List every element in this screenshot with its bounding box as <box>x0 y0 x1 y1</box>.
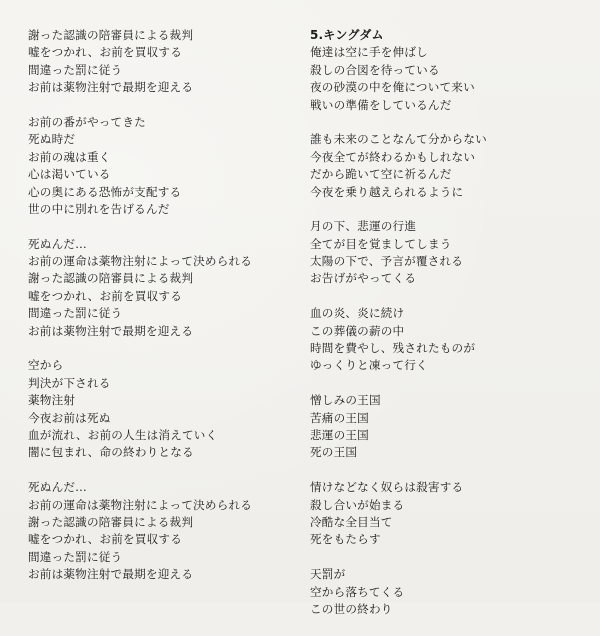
lyric-line: だから跪いて空に祈るんだ <box>310 167 452 182</box>
lyric-stanza <box>310 479 487 549</box>
lyric-stanza <box>310 305 487 375</box>
lyric-line: お前は薬物注射で最期を迎える <box>28 80 194 95</box>
lyric-line: 薬物注射 <box>28 393 76 408</box>
lyric-line: 夜の砂漠の中を俺について来い <box>310 80 475 95</box>
lyric-line: 間違った罰に従う <box>28 306 123 321</box>
lyric-line: 天罰が <box>310 567 346 582</box>
lyric-line: 嘘をつかれ、お前を買収する <box>28 45 183 60</box>
lyric-line: 判決が下される <box>28 375 111 390</box>
lyric-line: 俺達は空に手を伸ばし <box>310 45 428 60</box>
lyric-line: 血が流れ、お前の人生は消えていく <box>28 427 218 442</box>
lyric-line: 憎しみの王国 <box>310 393 381 408</box>
lyric-line: 間違った罰に従う <box>28 549 123 564</box>
lyric-stanza <box>310 392 487 462</box>
lyric-line: 誰も未来のことなんて分からない <box>310 132 487 147</box>
lyric-line: 闇に包まれ、命の終わりとなる <box>28 445 194 460</box>
lyric-line: 死ぬんだ… <box>28 480 87 495</box>
lyric-line: お前の運命は薬物注射によって決められる <box>28 254 253 269</box>
lyric-line: 苦痛の王国 <box>310 410 369 425</box>
right-lyrics-column <box>310 27 487 636</box>
lyric-line: 謝った認識の陪審員による裁判 <box>28 28 194 42</box>
lyric-line: 死ぬ時だ <box>28 132 76 147</box>
lyric-stanza <box>28 114 252 218</box>
lyric-line: 情けなどなく奴らは殺害する <box>310 480 464 495</box>
lyric-line: 心は渇いている <box>28 167 111 182</box>
lyric-line: お前の番がやってきた <box>28 114 146 129</box>
lyric-stanza <box>310 218 487 288</box>
lyric-line: 月の下、悲運の行進 <box>310 219 417 234</box>
lyric-line: 世の中に別れを告げるんだ <box>28 201 170 216</box>
lyric-line: 血の炎、炎に続け <box>310 306 405 321</box>
lyric-line: お前の運命は薬物注射によって決められる <box>28 497 253 512</box>
lyric-stanza <box>28 27 252 97</box>
lyric-line: 今夜全てが終わるかもしれない <box>310 149 476 164</box>
left-lyrics-column <box>28 27 252 601</box>
lyric-line: お前の魂は重く <box>28 149 111 164</box>
lyric-line: この世の終わり <box>310 601 393 616</box>
lyric-stanza <box>310 131 487 201</box>
lyric-line: お前は薬物注射で最期を迎える <box>28 323 194 338</box>
lyric-line: 死ぬんだ… <box>28 236 87 251</box>
lyric-stanza <box>28 357 252 461</box>
song-title: 5.キングダム <box>310 28 384 42</box>
lyric-line: 殺し合いが始まる <box>310 497 405 512</box>
lyric-line: 嘘をつかれ、お前を買収する <box>28 288 183 303</box>
lyric-line: 冷酷な全目当て <box>310 514 393 529</box>
lyric-line: 嘘をつかれ、お前を買収する <box>28 532 183 547</box>
lyric-line: 心の奥にある恐怖が支配する <box>28 184 182 199</box>
lyric-line: 死をもたらす <box>310 532 381 547</box>
lyric-line: 悲運の王国 <box>310 427 369 442</box>
lyric-line: この葬儀の薪の中 <box>310 323 405 338</box>
lyric-line: 死の王国 <box>310 445 358 460</box>
lyric-line: 太陽の下で、予言が覆される <box>310 254 464 269</box>
lyric-stanza <box>310 566 487 618</box>
lyric-line: 謝った認識の陪審員による裁判 <box>28 514 194 529</box>
lyric-line: 空から <box>28 358 64 373</box>
lyric-line: お告げがやってくる <box>310 271 417 286</box>
lyric-line: 今夜を乗り越えられるように <box>310 184 464 199</box>
lyric-stanza <box>28 479 252 583</box>
lyric-line: 空から落ちてくる <box>310 584 405 599</box>
lyric-line: 戦いの準備をしているんだ <box>310 97 452 112</box>
lyric-line: 今夜お前は死ぬ <box>28 410 111 425</box>
lyric-line: 謝った認識の陪審員による裁判 <box>28 271 194 286</box>
lyric-line: 時間を費やし、残されたものが <box>310 341 476 356</box>
lyric-line: 全てが目を覚ましてしまう <box>310 236 452 251</box>
right-stanzas <box>310 44 487 618</box>
lyric-line: 殺しの合図を待っている <box>310 62 440 77</box>
lyric-stanza <box>28 236 252 340</box>
lyric-line: 間違った罰に従う <box>28 62 123 77</box>
lyric-line: お前は薬物注射で最期を迎える <box>28 567 194 582</box>
lyric-stanza <box>310 44 487 114</box>
lyric-line: ゆっくりと凍って行く <box>310 358 428 373</box>
